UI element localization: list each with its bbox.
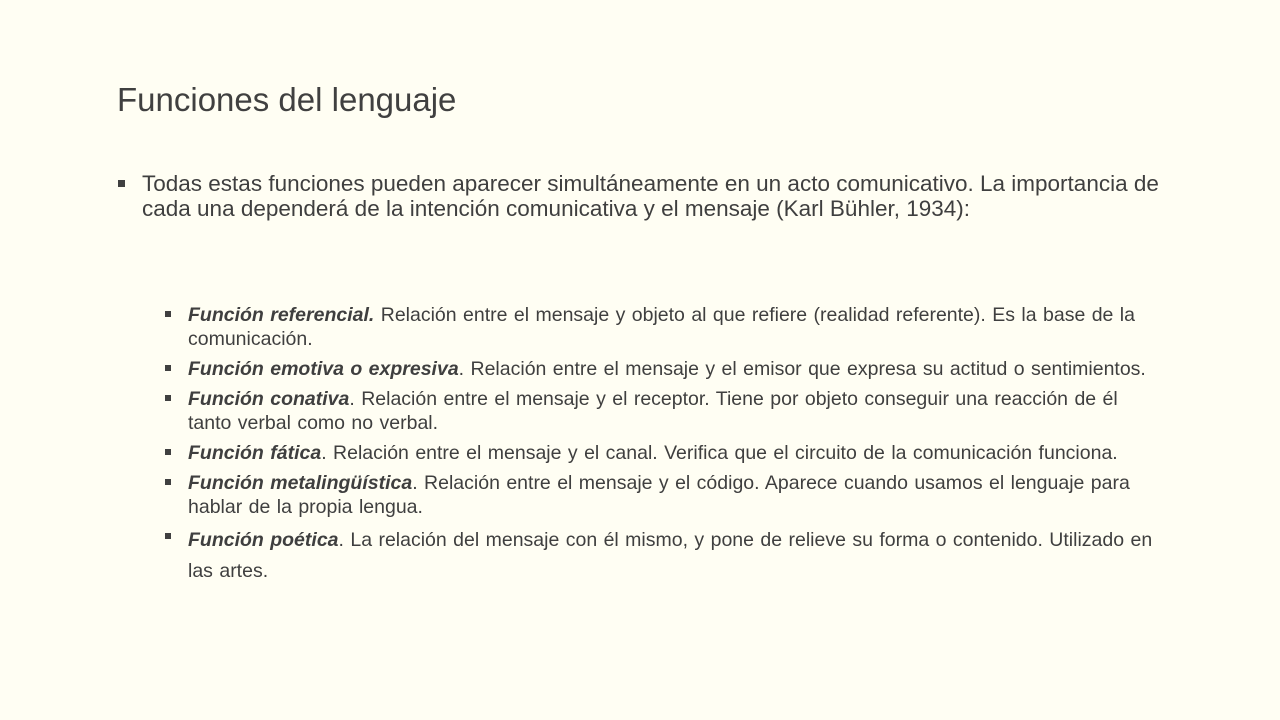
intro-list: [118, 171, 1188, 221]
square-bullet-icon: [165, 449, 171, 455]
square-bullet-icon: [165, 533, 171, 539]
function-description: . Relación entre el mensaje y el emisor que expresa su actitud o sentimientos.: [458, 358, 1146, 380]
function-item-emotiva: [165, 357, 1165, 381]
function-term: Función poética: [188, 529, 339, 551]
function-description: . Relación entre el mensaje y el código. Aparece cuando usamos el lenguaje para hablar de la propia lengua.: [188, 472, 1130, 518]
square-bullet-icon: [165, 479, 171, 485]
function-term: Función metalingüística: [188, 472, 413, 494]
intro-text: Todas estas funciones pueden aparecer simultáneamente en un acto comunicativo. La importancia de cada una dependerá de la intención comunicativa y el mensaje (Karl Bühler, 1934):: [142, 171, 1159, 221]
function-description: . La relación del mensaje con él mismo, y pone de relieve su forma o contenido. Utilizado en las artes.: [188, 529, 1153, 582]
function-description: Relación entre el mensaje y objeto al que refiere (realidad referente). Es la base de la comunicación.: [188, 304, 1135, 350]
function-item-conativa: [165, 387, 1165, 435]
function-term: Función emotiva o expresiva: [188, 358, 459, 380]
function-term: Función fática: [188, 442, 322, 464]
square-bullet-icon: [118, 180, 125, 187]
function-item-fatica: [165, 441, 1165, 465]
square-bullet-icon: [165, 395, 171, 401]
function-description: . Relación entre el mensaje y el receptor. Tiene por objeto conseguir una reacción de él tanto verbal como no verbal.: [188, 388, 1118, 434]
function-item-referencial: [165, 303, 1165, 351]
slide-title: Funciones del lenguaje: [117, 81, 457, 118]
intro-item: [118, 171, 1188, 221]
functions-list: [165, 303, 1165, 593]
function-description: . Relación entre el mensaje y el canal. Verifica que el circuito de la comunicación funciona.: [321, 442, 1118, 464]
function-item-metalinguistica: [165, 471, 1165, 519]
function-term: Función referencial.: [188, 304, 375, 326]
function-item-poetica: [165, 525, 1165, 587]
square-bullet-icon: [165, 311, 171, 317]
square-bullet-icon: [165, 365, 171, 371]
function-term: Función conativa: [188, 388, 350, 410]
